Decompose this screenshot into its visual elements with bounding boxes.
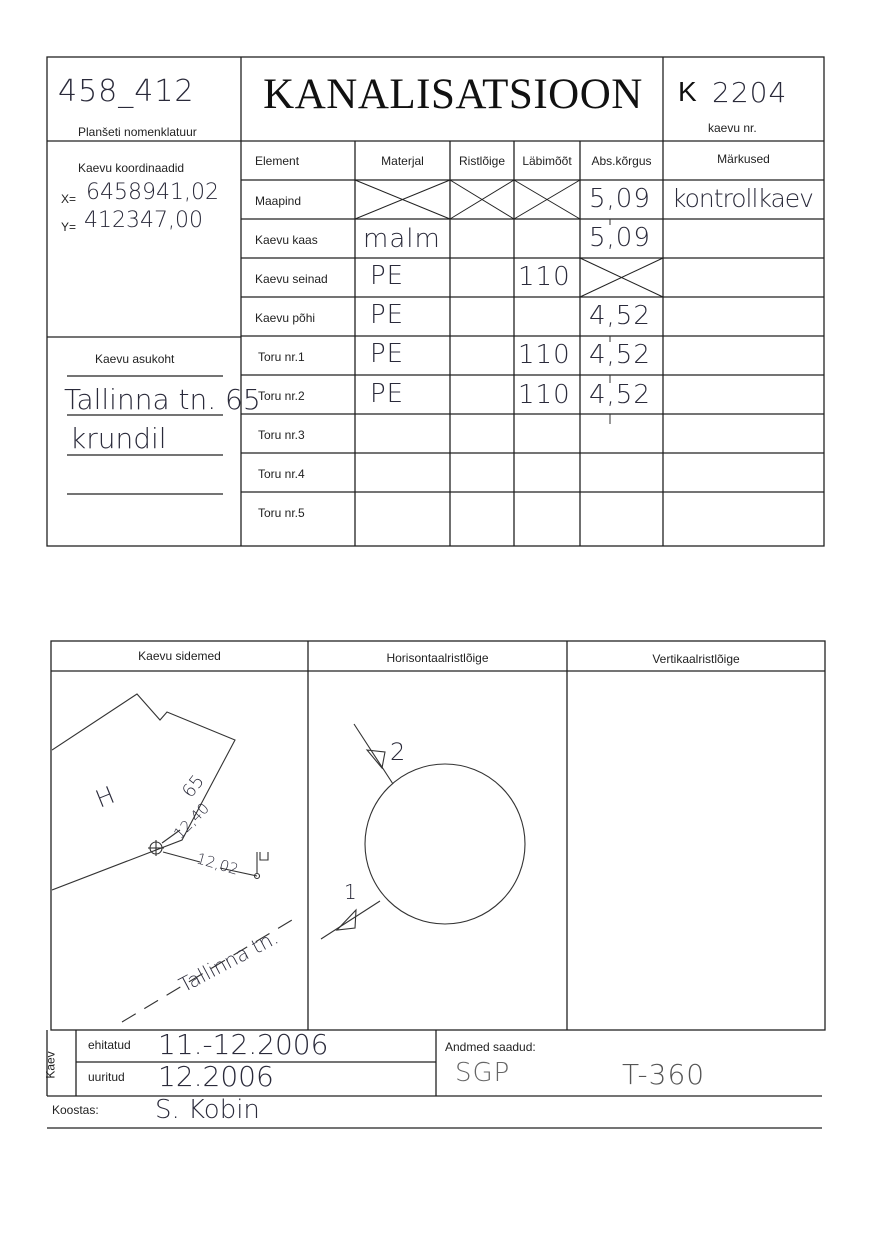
toru1-material: PE (370, 339, 405, 369)
kaas-material: malm (363, 224, 441, 254)
built-label: ehitatud (88, 1038, 131, 1052)
author-name: S. Kobin (155, 1095, 260, 1125)
sketch-col3-title: Vertikaalristlõige (652, 652, 740, 666)
form-title: KANALISATSIOON (263, 71, 643, 118)
horizontal-section-sketch (309, 672, 566, 1030)
row-label-toru-3: Toru nr.3 (258, 428, 305, 442)
row-label-kaevu-pohi: Kaevu põhi (255, 311, 316, 325)
surveyed-date: 12.2006 (158, 1060, 274, 1093)
row-label-toru-2: Toru nr.2 (258, 389, 305, 403)
col-header-diameter: Läbimõõt (522, 154, 572, 168)
toru2-diameter: 110 (518, 380, 571, 410)
y-prefix: Y= (61, 220, 77, 234)
toru2-material: PE (370, 379, 405, 409)
data-source-label: Andmed saadud: (445, 1040, 536, 1054)
well-number: 2204 (712, 76, 788, 109)
location-label: Kaevu asukoht (95, 352, 175, 366)
seinad-diameter: 110 (518, 262, 571, 292)
row-label-kaevu-kaas: Kaevu kaas (255, 233, 318, 247)
maapind-note: kontrollkaev (672, 184, 813, 213)
sketch-col1-title: Kaevu sidemed (138, 649, 221, 663)
street-name: Tallinna tn. (175, 924, 283, 998)
house-number: 65 (178, 771, 209, 802)
x-value: 6458941,02 (86, 180, 219, 205)
toru1-height: 4,52 (589, 340, 651, 370)
y-value: 412347,00 (84, 208, 203, 233)
row-label-kaevu-seinad: Kaevu seinad (255, 272, 328, 286)
row-label-maapind: Maapind (255, 194, 302, 208)
data-reference: T-360 (622, 1058, 706, 1091)
nomenclature-label: Planšeti nomenklatuur (78, 125, 197, 139)
well-side-label: Kaev (43, 1051, 58, 1079)
nomenclature-value: 458_412 (58, 74, 195, 109)
well-number-label: kaevu nr. (708, 121, 757, 135)
toru1-diameter: 110 (518, 340, 571, 370)
pohi-height: 4,52 (589, 301, 651, 331)
footer-lines (0, 1020, 872, 1140)
built-date: 11.-12.2006 (158, 1028, 329, 1061)
col-header-notes: Märkused (717, 152, 770, 166)
distance-to-point: 12,02 (194, 849, 241, 879)
vertical-section-area (568, 672, 824, 1029)
col-header-height: Abs.kõrgus (591, 154, 652, 168)
data-source: SGP (455, 1058, 511, 1088)
building-letter: H (91, 780, 120, 814)
seinad-material: PE (370, 261, 405, 291)
coordinates-label: Kaevu koordinaadid (78, 161, 185, 175)
author-label: Koostas: (52, 1103, 99, 1117)
well-prefix: K (678, 76, 697, 107)
x-prefix: X= (61, 192, 77, 206)
col-header-element: Element (255, 154, 300, 168)
pohi-material: PE (370, 300, 405, 330)
distance-to-building: 12,40 (170, 799, 213, 843)
surveyed-label: uuritud (88, 1070, 125, 1084)
maapind-height: 5,09 (589, 184, 651, 214)
sketch-col2-title: Horisontaalristlõige (386, 651, 489, 665)
row-label-toru-4: Toru nr.4 (258, 467, 305, 481)
toru2-height: 4,52 (589, 380, 651, 410)
pipe-1-label: 1 (344, 880, 358, 904)
kaas-height: 5,09 (589, 223, 651, 253)
row-label-toru-1: Toru nr.1 (258, 350, 305, 364)
pipe-2-label: 2 (390, 738, 407, 766)
row-label-toru-5: Toru nr.5 (258, 506, 305, 520)
col-header-material: Materjal (381, 154, 424, 168)
col-header-section: Ristlõige (458, 154, 506, 168)
location-line2: krundil (70, 422, 167, 455)
location-line1: Tallinna tn. 65 (64, 383, 261, 416)
